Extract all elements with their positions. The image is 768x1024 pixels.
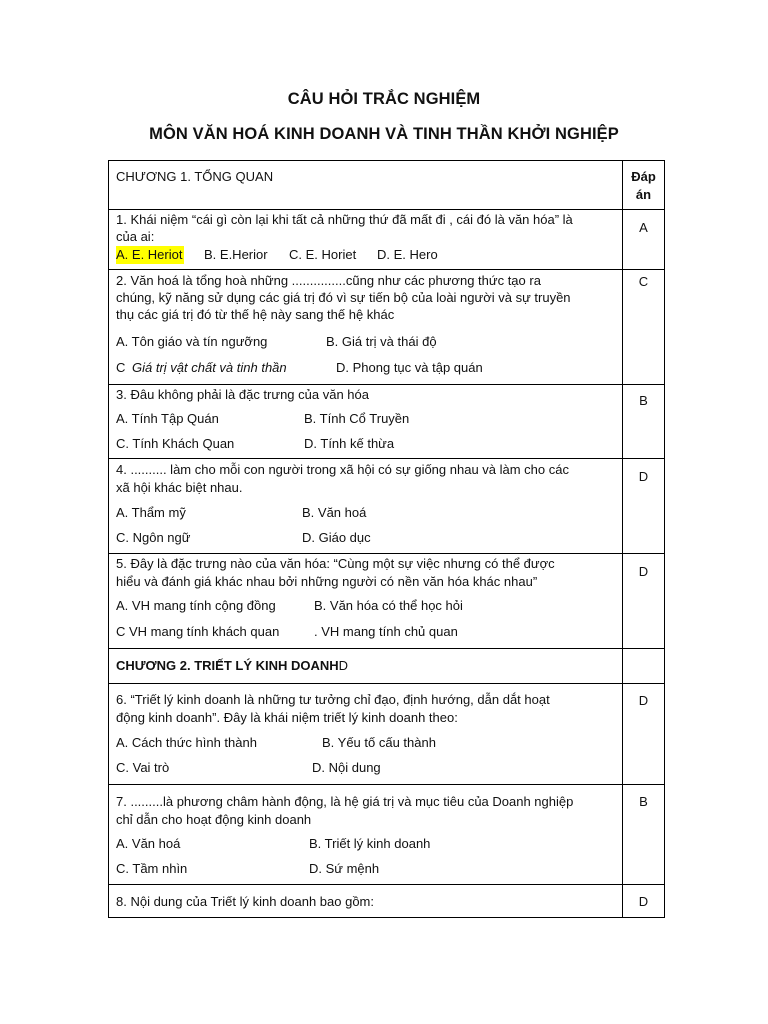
- answer-header-line1: Đáp: [631, 169, 656, 184]
- row-divider: [109, 683, 664, 684]
- row-divider: [109, 784, 664, 785]
- question-6-option-c: C. Vai trò: [116, 760, 170, 775]
- question-7-answer: B: [639, 794, 648, 809]
- question-8-answer: D: [638, 894, 649, 909]
- question-3-option-a: A. Tính Tập Quán: [116, 411, 219, 426]
- question-5-option-b: B. Văn hóa có thể học hỏi: [314, 598, 463, 613]
- document-title: CÂU HỎI TRẮC NGHIỆM: [287, 90, 481, 108]
- answer-header-line2: án: [635, 187, 652, 202]
- question-table: [108, 160, 665, 918]
- question-1-option-a: A. E. Heriot: [116, 247, 183, 262]
- question-6-option-d: D. Nội dung: [312, 760, 381, 775]
- question-7-option-b: B. Triết lý kinh doanh: [309, 836, 431, 851]
- question-2-option-c-prefix: C: [116, 360, 126, 375]
- question-7-option-a: A. Văn hoá: [116, 836, 181, 851]
- chapter-1-heading: CHƯƠNG 1. TỔNG QUAN: [116, 169, 274, 184]
- question-2-text-cont: chúng, kỹ năng sử dụng các giá trị đó vì sự tiến bộ của loài người và sự truyền: [116, 290, 571, 305]
- question-6-answer: D: [638, 693, 649, 708]
- question-6-text-cont: động kinh doanh”. Đây là khái niệm triết lý kinh doanh theo:: [116, 710, 458, 725]
- question-1-text-cont: của ai:: [116, 229, 155, 244]
- question-2-text: 2. Văn hoá là tổng hoà những ...............cũng như các phương thức tạo ra: [116, 273, 541, 288]
- answer-header: [622, 168, 665, 204]
- question-1-text: 1. Khái niệm “cái gì còn lại khi tất cả những thứ đã mất đi , cái đó là văn hóa” là: [116, 212, 573, 227]
- question-5-answer: D: [638, 564, 649, 579]
- chapter-2-heading: [116, 657, 348, 675]
- row-divider: [109, 458, 664, 459]
- question-3-option-b: B. Tính Cổ Truyền: [304, 411, 410, 426]
- question-1-option-d: D. E. Hero: [377, 247, 438, 262]
- question-4-option-b: B. Văn hoá: [302, 505, 367, 520]
- row-divider: [109, 648, 664, 649]
- question-3-option-c: C. Tính Khách Quan: [116, 436, 235, 451]
- row-divider: [109, 553, 664, 554]
- question-6-option-b: B. Yếu tố cấu thành: [322, 735, 436, 750]
- question-2-answer: C: [638, 274, 649, 289]
- row-divider: [109, 384, 664, 385]
- question-2-option-c: Giá trị vật chất và tinh thần: [132, 360, 287, 375]
- question-3-option-d: D. Tính kế thừa: [304, 436, 395, 451]
- question-7-option-d: D. Sứ mệnh: [309, 861, 380, 876]
- question-7-text-cont: chỉ dẫn cho hoạt động kinh doanh: [116, 812, 312, 827]
- question-5-option-a: A. VH mang tính cộng đồng: [116, 598, 276, 613]
- row-divider: [109, 209, 664, 210]
- question-4-answer: D: [638, 469, 649, 484]
- question-1-answer: A: [639, 220, 648, 235]
- question-4-option-d: D. Giáo dục: [302, 530, 371, 545]
- chapter-2-heading-tail: D: [338, 658, 349, 673]
- question-5-option-d: . VH mang tính chủ quan: [314, 624, 458, 639]
- question-5-option-c: C VH mang tính khách quan: [116, 624, 280, 639]
- question-4-text: 4. .......... làm cho mỗi con người trong xã hội có sự giống nhau và làm cho các: [116, 462, 569, 477]
- question-2-option-a: A. Tôn giáo và tín ngưỡng: [116, 334, 268, 349]
- question-1-option-c: C. E. Horiet: [289, 247, 357, 262]
- row-divider: [109, 884, 664, 885]
- question-8-text: 8. Nội dung của Triết lý kinh doanh bao gồm:: [116, 894, 374, 909]
- question-2-option-b: B. Giá trị và thái độ: [326, 334, 437, 349]
- question-7-text: 7. .........là phương châm hành động, là hệ giá trị và mục tiêu của Doanh nghiệp: [116, 794, 574, 809]
- question-3-text: 3. Đâu không phải là đặc trưng của văn hóa: [116, 387, 369, 402]
- question-2-text-cont2: thụ các giá trị đó từ thế hệ này sang thế hệ khác: [116, 307, 395, 322]
- document-subtitle: MÔN VĂN HOÁ KINH DOANH VÀ TINH THẦN KHỞI NGHIỆP: [149, 125, 619, 143]
- question-5-text: 5. Đây là đặc trưng nào của văn hóa: “Cùng một sự việc nhưng có thể được: [116, 556, 555, 571]
- question-2-option-d: D. Phong tục và tập quán: [336, 360, 483, 375]
- question-4-text-cont: xã hội khác biệt nhau.: [116, 480, 243, 495]
- row-divider: [109, 269, 664, 270]
- question-1-option-b: B. E.Herior: [204, 247, 268, 262]
- question-4-option-c: C. Ngôn ngữ: [116, 530, 191, 545]
- question-4-option-a: A. Thẩm mỹ: [116, 505, 186, 520]
- question-6-text: 6. “Triết lý kinh doanh là những tư tưởng chỉ đạo, định hướng, dẫn dắt hoạt: [116, 692, 550, 707]
- question-7-option-c: C. Tầm nhìn: [116, 861, 188, 876]
- chapter-2-heading-text: CHƯƠNG 2. TRIẾT LÝ KINH DOANH: [116, 658, 339, 673]
- question-6-option-a: A. Cách thức hình thành: [116, 735, 257, 750]
- question-5-text-cont: hiểu và đánh giá khác nhau bởi những người có nền văn hóa khác nhau”: [116, 574, 538, 589]
- question-3-answer: B: [639, 393, 648, 408]
